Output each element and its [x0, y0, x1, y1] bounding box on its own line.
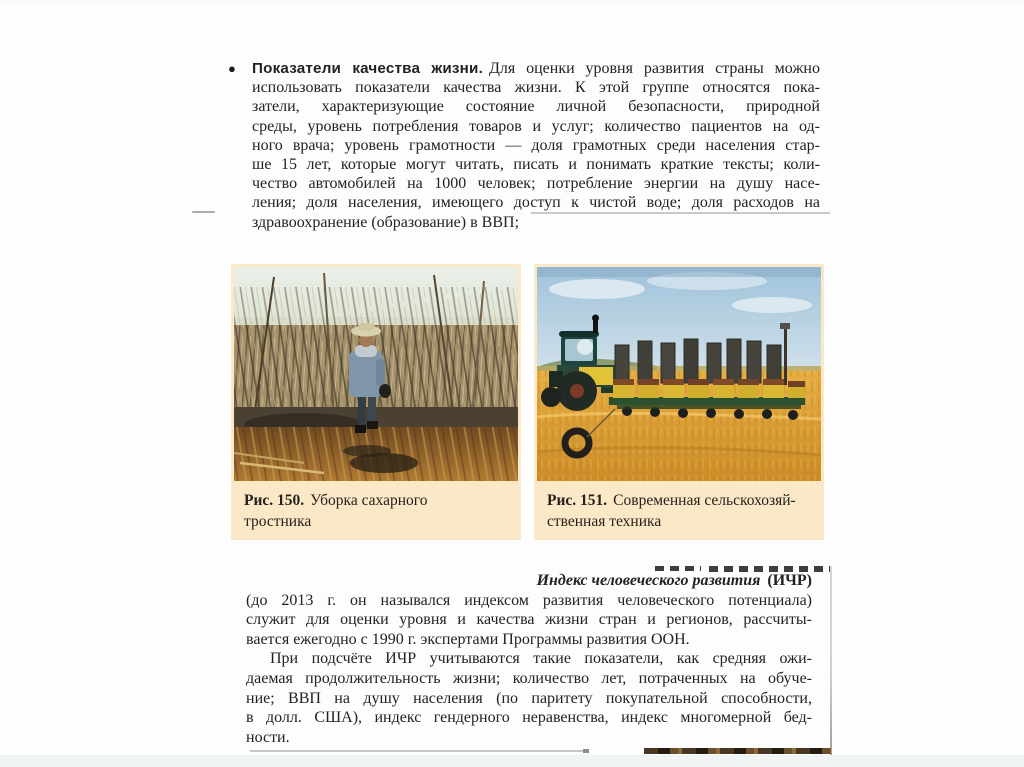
paragraph-line: ления; доля населения, имеющего доступ к чистой воде; доля расходов на	[252, 194, 820, 212]
paragraph-line: использовать показатели качества жизни. К этой группе относятся пока-	[252, 79, 820, 97]
hdi-line: ности.	[246, 728, 290, 746]
figure-150-card	[231, 264, 521, 540]
hdi-line: вается ежегодно с 1990 г. экспертами Программы развития ООН.	[246, 630, 690, 648]
paragraph-line: затели, характеризующие состояние личной безопасности, природной	[252, 98, 820, 116]
caption-line	[547, 490, 813, 511]
hdi-line: ние; ВВП на душу населения (по паритету покупательной способности,	[246, 689, 812, 707]
sugar-cane-photo	[234, 267, 518, 481]
page-edge-line	[830, 566, 832, 755]
bottom-edge-strip	[0, 755, 1024, 767]
separator-line	[250, 750, 587, 752]
paragraph-lead-rest: Для оценки уровня развития страны можно	[489, 60, 820, 77]
seed-boxes	[613, 379, 805, 398]
top-edge-strip	[0, 0, 1024, 5]
caption-text: Современная сельскохозяй-	[613, 492, 796, 509]
underline-artifact	[531, 212, 830, 214]
caption-line	[244, 490, 510, 511]
paragraph-line	[252, 59, 820, 78]
cane-field-sky	[234, 267, 518, 335]
cropped-photo-strip	[644, 748, 831, 754]
paragraph-line: среды, уровень потребления товаров и услуг; количество пациентов на од-	[252, 117, 820, 135]
hdi-line: в долл. США), индекс гендерного неравенства, индекс многомерной бед-	[246, 709, 812, 727]
caption-line: тростника	[244, 513, 312, 530]
margin-dash-artifact	[192, 211, 215, 213]
figure-150-caption	[231, 481, 522, 532]
hdi-term-abbr: (ИЧР)	[767, 572, 812, 589]
hdi-line: При подсчёте ИЧР учитываются такие показатели, как средняя ожи-	[270, 650, 812, 668]
paragraph-line: здравоохранение (образование) в ВВП;	[252, 213, 520, 231]
bullet-marker: ●	[228, 61, 236, 76]
hdi-term-italic: Индекс человеческого развития	[536, 572, 761, 589]
hdi-line: (до 2013 г. он назывался индексом развития человеческого потенциала)	[246, 591, 812, 609]
paragraph-lead-bold: Показатели качества жизни.	[252, 60, 483, 77]
paragraph-line: ного врача; уровень грамотности — доля грамотных среди населения стар-	[252, 136, 820, 154]
hdi-line: даемая продолжительность жизни; количество лет, потраченных на обуче-	[246, 669, 812, 687]
separator-line-tick	[583, 749, 589, 753]
figure-label: Рис. 150.	[244, 492, 305, 509]
caption-line: ственная техника	[547, 513, 662, 530]
hdi-paragraphs	[246, 571, 812, 747]
hdi-line: служит для оценки уровня и качества жизни стран и регионов, рассчиты-	[246, 611, 812, 629]
paragraph-line: ше 15 лет, которые могут читать, писать и понимать краткие тексты; коли-	[252, 155, 820, 173]
caption-text: Уборка сахарного	[310, 492, 428, 509]
figure-151-card	[534, 264, 824, 540]
paragraph-line: чество автомобилей на 1000 человек; потребление энергии на душу насе-	[252, 175, 820, 193]
farm-machinery-photo	[537, 267, 821, 481]
figure-label: Рис. 151.	[547, 492, 608, 509]
hdi-term-line	[246, 571, 812, 591]
figure-151-caption	[534, 481, 825, 532]
quality-indicators-paragraph	[252, 59, 820, 232]
